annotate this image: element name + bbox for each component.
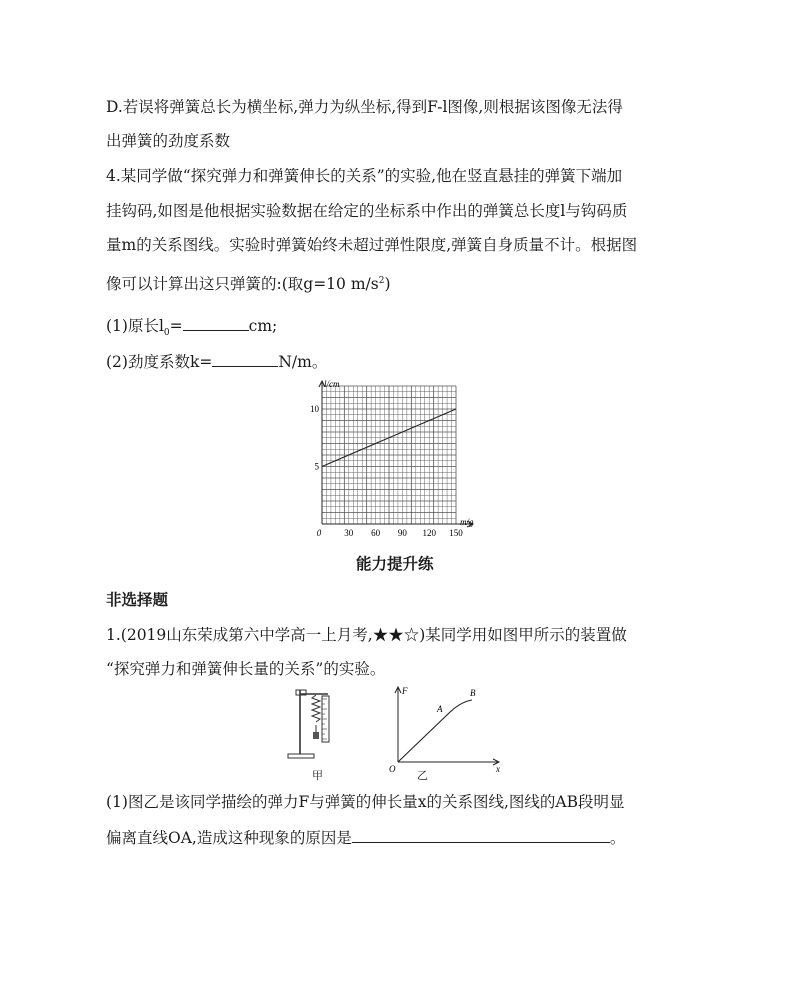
q4-part1: [106, 315, 277, 343]
y-tick-label: 10: [310, 404, 319, 414]
figure-yi-label: 乙: [417, 769, 428, 782]
x-tick-label: 120: [422, 528, 436, 538]
stand-base: [288, 754, 314, 758]
chart-axes: [319, 381, 473, 527]
q4-line3: 量m的关系图线。实验时弹簧始终未超过弹性限度,弹簧自身质量不计。根据图: [106, 236, 638, 254]
x-tick-label: 0: [316, 528, 322, 538]
spring-length-chart: [300, 376, 485, 546]
graph-F-label: F: [402, 686, 408, 696]
subsection-title: 非选择题: [106, 591, 169, 609]
x-tick-label: 90: [397, 528, 407, 538]
q4-part2-blank[interactable]: [212, 351, 278, 367]
q4-part1-blank[interactable]: [183, 315, 249, 331]
graph-x-label: x: [496, 764, 500, 774]
q4-line4-text: 像可以计算出这只弹簧的:(取g=10 m/s: [106, 275, 379, 294]
q4-line1: 4.某同学做“探究弹力和弹簧伸长的关系”的实验,他在竖直悬挂的弹簧下端加: [106, 167, 623, 185]
chart-grid: [322, 386, 456, 524]
q4-part1-sub: 0: [163, 328, 170, 339]
q1-part1-blank[interactable]: [352, 827, 610, 843]
q4-line4-end: ): [384, 275, 391, 294]
q4-part2-unit: N/m。: [278, 353, 328, 371]
q1-line2: “探究弹力和弹簧伸长量的关系”的实验。: [106, 660, 386, 678]
graph-B-label: B: [470, 688, 476, 698]
figure-jia-label: 甲: [312, 769, 323, 782]
q4-part1-unit: cm;: [248, 317, 278, 335]
q4-line4-sup: 2: [378, 276, 385, 286]
q4-line2: 挂钩码,如图是他根据实验数据在给定的坐标系中作出的弹簧总长度l与钩码质: [106, 202, 628, 220]
q4-part2: [106, 351, 327, 372]
chart-y-label: l/cm: [324, 379, 340, 389]
q1-part1-line2: [106, 827, 625, 848]
force-extension-graph: [386, 684, 506, 774]
q1-part1-text: 偏离直线OA,造成这种现象的原因是: [106, 829, 352, 847]
spring-coil: [312, 695, 320, 722]
x-tick-label: 30: [344, 528, 354, 538]
graph-origin-label: O: [389, 764, 396, 774]
graph-curve: [398, 700, 472, 762]
weight: [313, 732, 319, 739]
section-title: 能力提升练: [356, 555, 434, 573]
y-tick-label: 5: [314, 461, 319, 472]
q4-part2-label: (2)劲度系数k=: [106, 353, 213, 371]
chart-x-label: m/g: [460, 517, 474, 527]
option-d-line1: D.若误将弹簧总长为横坐标,弹力为纵坐标,得到F-l图像,则根据该图像无法得: [106, 98, 623, 116]
q1-part1-end: 。: [609, 829, 626, 847]
graph-A-label: A: [437, 704, 443, 714]
q4-part1-eq: =: [169, 317, 183, 335]
x-tick-label: 60: [371, 528, 381, 538]
q4-line4: [106, 271, 391, 294]
option-d-line2: 出弹簧的劲度系数: [106, 132, 231, 150]
x-tick-label: 150: [449, 528, 463, 538]
q4-part1-label: (1)原长l: [106, 317, 164, 335]
q1-part1-line1: (1)图乙是该同学描绘的弹力F与弹簧的伸长量x的关系图线,图线的AB段明显: [106, 793, 625, 811]
apparatus-figure: [286, 684, 356, 780]
q1-line1: 1.(2019山东荣成第六中学高一上月考,★★☆)某同学用如图甲所示的装置做: [106, 626, 627, 644]
chart-ticks: [310, 404, 463, 538]
